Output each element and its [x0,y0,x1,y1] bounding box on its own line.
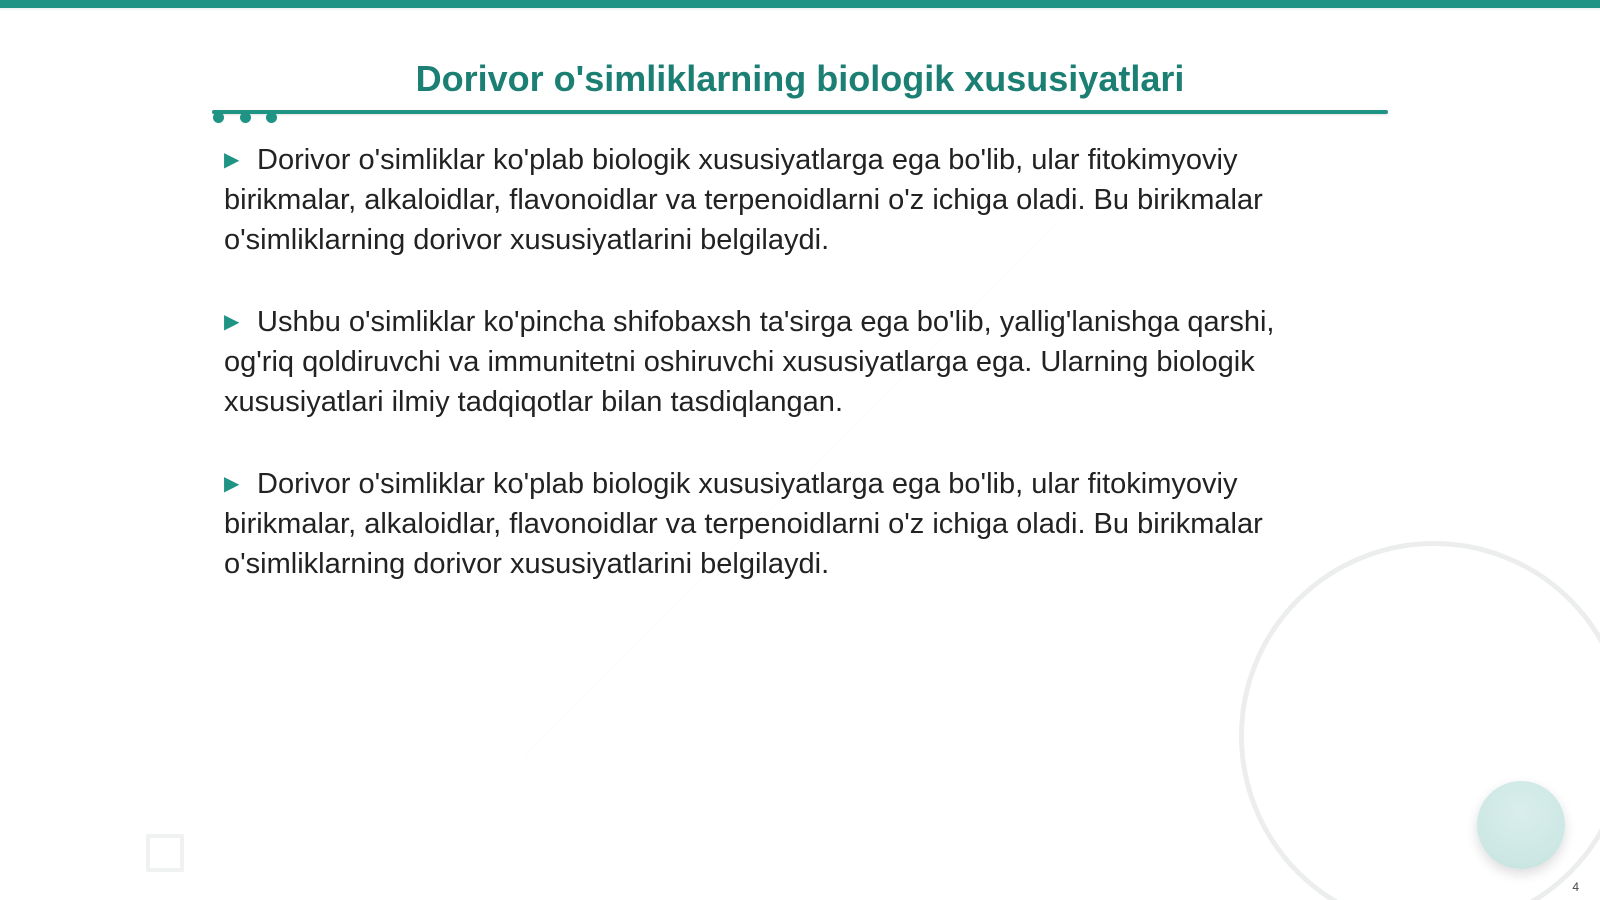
top-accent-bar [0,0,1600,8]
bullet-triangle-icon: ▶ [224,473,240,495]
bullet-text: Dorivor o'simliklar ko'plab biologik xususiyatlarga ega bo'lib, ular fitokimyoviy birikmalar, alkaloidlar, flavonoidlar va terpenoidlarni o'z ichiga oladi. Bu birikmalar o'simliklarning dorivor xususiyatlarini belgilaydi. [224,144,1263,256]
decorative-circle [1477,781,1565,869]
slide-title: Dorivor o'simliklarning biologik xususiyatlari [415,58,1185,99]
bullet-item [224,140,1346,260]
decorative-square [146,834,184,872]
title-underline [212,110,1388,114]
page-number: 4 [1572,880,1579,894]
bullet-text: Dorivor o'simliklar ko'plab biologik xususiyatlarga ega bo'lib, ular fitokimyoviy birikmalar, alkaloidlar, flavonoidlar va terpenoidlarni o'z ichiga oladi. Bu birikmalar o'simliklarning dorivor xususiyatlarini belgilaydi. [224,468,1263,580]
bullet-text: Ushbu o'simliklar ko'pincha shifobaxsh ta'sirga ega bo'lib, yallig'lanishga qarshi, og'riq qoldiruvchi va immunitetni oshiruvchi xususiyatlarga ega. Ularning biologik xususiyatlari ilmiy tadqiqotlar bilan tasdiqlangan. [224,306,1275,418]
bullet-item [224,464,1346,584]
underline-dot [213,112,224,123]
bullet-item [224,302,1346,422]
bullet-triangle-icon: ▶ [224,149,240,171]
bullet-triangle-icon: ▶ [224,311,240,333]
underline-dot [240,112,251,123]
underline-dot [266,112,277,123]
bullet-list [224,140,1346,626]
top-bar-shadow [0,8,1600,11]
